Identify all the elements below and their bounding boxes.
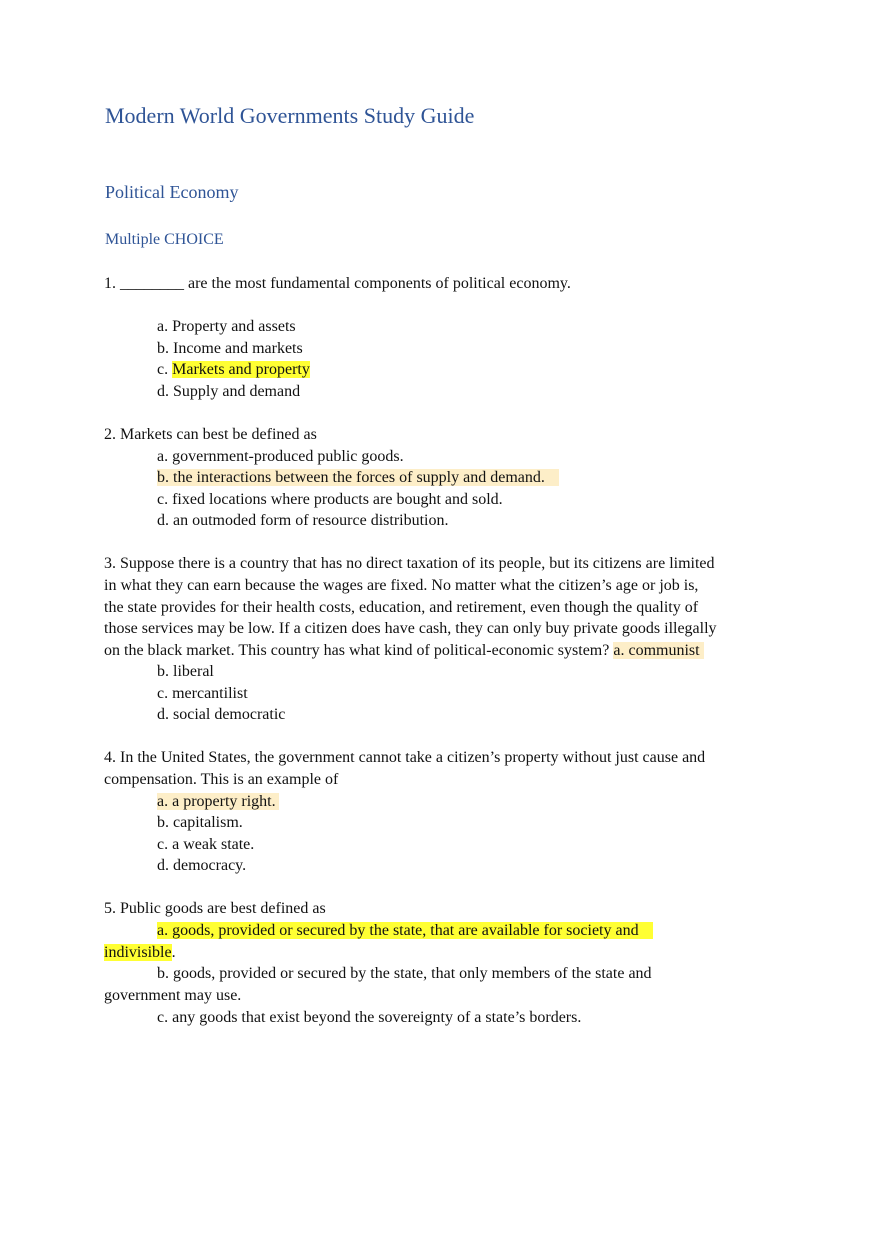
question-2-option-a: a. government-produced public goods. bbox=[157, 448, 404, 465]
question-2-option-b bbox=[157, 467, 559, 489]
question-1-option-c bbox=[157, 359, 310, 381]
question-4-option-b: b. capitalism. bbox=[157, 814, 243, 831]
option-prefix: c. bbox=[157, 361, 173, 378]
answer-highlight: b. the interactions between the forces of supply and demand. bbox=[157, 469, 559, 486]
question-4-option-a bbox=[157, 791, 279, 813]
question-5-option-b: b. goods, provided or secured by the state, that only members of the state and bbox=[157, 965, 652, 982]
page-title: Modern World Governments Study Guide bbox=[105, 103, 475, 128]
question-1-option-d: d. Supply and demand bbox=[157, 383, 301, 400]
question-4-stem-line-1: 4. In the United States, the government cannot take a citizen’s property without just cause and bbox=[104, 749, 706, 766]
answer-highlight: a. a property right. bbox=[157, 793, 279, 810]
question-4-stem-line-2: compensation. This is an example of bbox=[104, 771, 339, 788]
question-3-option-d: d. social democratic bbox=[157, 706, 286, 723]
question-3-stem-line-1: 3. Suppose there is a country that has no direct taxation of its people, but its citizens are limited bbox=[104, 555, 715, 572]
question-2-option-d: d. an outmoded form of resource distribution. bbox=[157, 512, 449, 529]
answer-highlight: Markets and property bbox=[172, 361, 310, 378]
answer-highlight: a. goods, provided or secured by the state, that are available for society and bbox=[157, 922, 653, 939]
question-1-stem: 1. ________ are the most fundamental components of political economy. bbox=[104, 275, 571, 292]
question-5-option-a bbox=[157, 920, 653, 942]
answer-highlight: a. communist bbox=[613, 642, 703, 659]
question-5-option-a-continuation bbox=[104, 942, 176, 964]
question-3-option-c: c. mercantilist bbox=[157, 685, 248, 702]
question-5-stem: 5. Public goods are best defined as bbox=[104, 900, 326, 917]
question-4-option-d: d. democracy. bbox=[157, 857, 247, 874]
question-4-option-c: c. a weak state. bbox=[157, 836, 255, 853]
stem-text: on the black market. This country has what kind of political-economic system? bbox=[104, 642, 614, 659]
question-3-option-b: b. liberal bbox=[157, 663, 214, 680]
section-heading: Political Economy bbox=[105, 182, 239, 202]
question-3-stem-line-3: the state provides for their health costs, education, and retirement, even though the quality of bbox=[104, 599, 699, 616]
question-5-option-b-continuation: government may use. bbox=[104, 987, 242, 1004]
question-3-stem-line-4: those services may be low. If a citizen does have cash, they can only buy private goods illegally bbox=[104, 620, 717, 637]
question-5-option-c: c. any goods that exist beyond the sovereignty of a state’s borders. bbox=[157, 1009, 582, 1026]
question-3-stem-line-5 bbox=[104, 640, 704, 662]
period: . bbox=[171, 944, 176, 961]
question-1-option-b: b. Income and markets bbox=[157, 340, 303, 357]
question-3-stem-line-2: in what they can earn because the wages are fixed. No matter what the citizen’s age or job is, bbox=[104, 577, 699, 594]
question-1-option-a: a. Property and assets bbox=[157, 318, 296, 335]
question-2-stem: 2. Markets can best be defined as bbox=[104, 426, 317, 443]
answer-highlight-continued: indivisible bbox=[104, 944, 172, 961]
subsection-heading: Multiple CHOICE bbox=[105, 231, 224, 248]
question-2-option-c: c. fixed locations where products are bought and sold. bbox=[157, 491, 503, 508]
